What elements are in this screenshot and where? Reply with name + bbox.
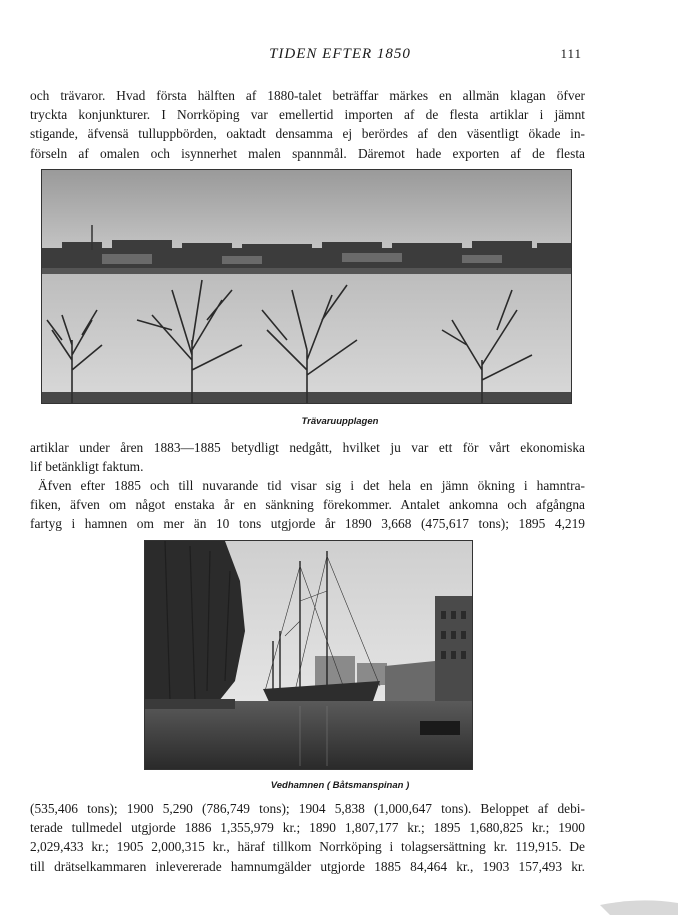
wood-harbour-image (145, 541, 472, 769)
page-header (0, 46, 680, 66)
text-line: förseln af omalen och isynnerhet malen spannmål. Däremot hade exporten af de flesta (30, 145, 585, 161)
figure-2-caption: Vedhamnen ( Båtsmanspinan ) (270, 780, 410, 791)
running-title: TIDEN EFTER 1850 (269, 46, 411, 62)
text-line: fiken, äfven om något enstaka år en sänkning förekommer. Antalet ankomna och afgångna (30, 497, 585, 513)
page-number: 111 (560, 46, 582, 61)
timber-yard-image (42, 170, 571, 403)
text-line: stigande, äfvensä tulluppbörden, oaktadt densamma ej berördes af den väsentligt ökade in- (30, 126, 585, 142)
wood-harbour-photo (144, 540, 473, 770)
paragraph-2 (30, 438, 585, 476)
text-line: lif betänkligt faktum. (30, 459, 144, 475)
text-line: tryckta konjunkturer. I Norrköping var emellertid importen af de flesta artiklar i jämnt (30, 107, 585, 123)
text-line: Äfven efter 1885 och till nuvarande tid visar sig i det hela en jämn ökning i hamntra- (38, 478, 585, 493)
paragraph-4 (30, 799, 585, 876)
text-line: fartyg i hamnen om mer än 10 tons utgjorde år 1890 3,668 (475,617 tons); 1895 4,219 (30, 516, 585, 532)
text-line: och trävaror. Hvad första hälften af 1880-talet beträffar märkes en allmän klagan öfver (30, 88, 585, 103)
timber-yard-photo (41, 169, 572, 404)
paragraph-1 (30, 86, 585, 163)
text-line: till drätselkammaren inlevererade hamnumgälder utgjorde 1885 84,464 kr., 1903 157,493 kr. (30, 858, 585, 874)
figure-1-caption: Trävaruupplagen (301, 416, 379, 427)
text-line: terade tullmedel utgjorde 1886 1,355,979 kr.; 1890 1,807,177 kr.; 1895 1,680,825 kr.; 1900 (30, 820, 585, 836)
scan-smudge (560, 875, 680, 915)
text-line: artiklar under åren 1883—1885 betydligt nedgått, hvilket ju var ett för vårt ekonomiska (30, 440, 585, 455)
text-line: 2,029,433 kr.; 1905 2,000,315 kr., häraf tillkom Norrköping i tolagsersättning kr. 119,915. De (30, 839, 585, 855)
paragraph-3 (30, 476, 585, 534)
text-line: (535,406 tons); 1900 5,290 (786,749 tons); 1904 5,838 (1,000,647 tons). Beloppet af debi- (30, 801, 585, 816)
